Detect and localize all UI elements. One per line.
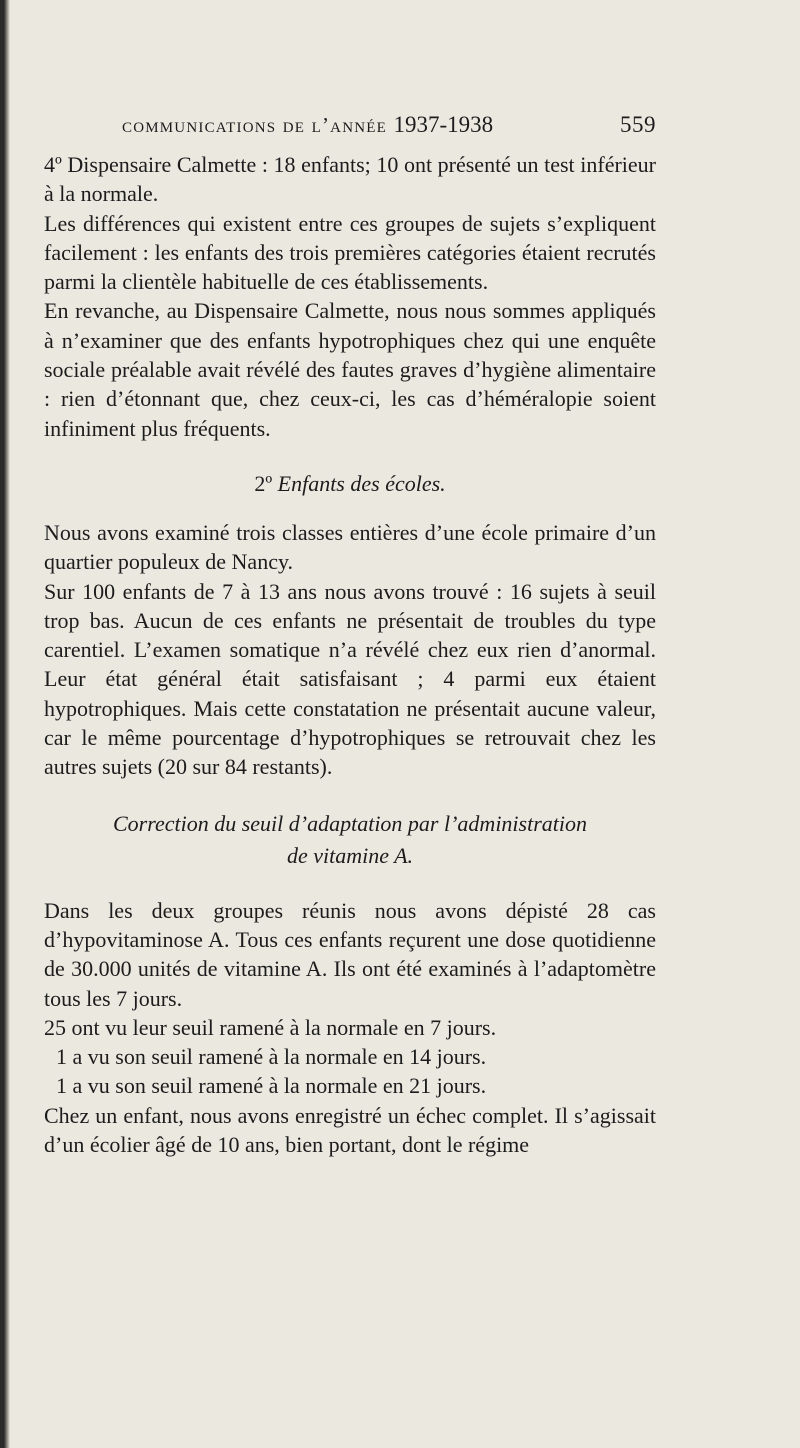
running-head (122, 112, 656, 138)
paragraph-dispensaire-calmette: 4º Dispensaire Calmette : 18 enfants; 10 ont présenté un test inférieur à la normale. (44, 152, 656, 207)
subheading-correction-du-seuil (44, 808, 656, 872)
paragraph-differences: Les différences qui existent entre ces groupes de sujets s’expliquent facilement : les enfants des trois premières catégories étaient recrutés parmi la clientèle habituelle de ces établissements. (44, 210, 656, 295)
page-binding-edge (0, 0, 10, 1448)
paragraph-deux-groupes: Dans les deux groupes réunis nous avons dépisté 28 cas d’hypovitaminose A. Tous ces enfants reçurent une dose quotidienne de 30.000 unités de vitamine A. Ils ont été examinés à l’adaptomètre tous les 7 jours. (44, 897, 656, 1011)
running-head-year: 1937-1938 (393, 112, 494, 137)
result-line-21-days: 1 a vu son seuil ramené à la normale en 21 jours. (56, 1073, 487, 1099)
text-block (44, 112, 656, 1159)
subheading-line-2: de vitamine A. (286, 842, 414, 868)
section-heading-enfants-des-ecoles (44, 469, 656, 498)
running-head-prefix: communications de l’année (122, 113, 387, 137)
subheading-line-1: Correction du seuil d’adaptation par l’administration (112, 810, 588, 836)
page-number: 559 (620, 112, 656, 137)
paragraph-en-revanche: En revanche, au Dispensaire Calmette, nous nous sommes appliqués à n’examiner que des enfants hypotrophiques chez qui une enquête sociale préalable avait révélé des fautes graves d’hygiène alimentaire : rien d’étonnant que, chez ceux-ci, les cas d’héméralopie soient infiniment plus fréquents. (44, 298, 656, 441)
paragraph-echec-complet: Chez un enfant, nous avons enregistré un échec complet. Il s’agissait d’un écolier âgé de 10 ans, bien portant, dont le régime (44, 1102, 656, 1158)
section-number: 2º (254, 470, 273, 496)
paragraph-trois-classes: Nous avons examiné trois classes entières d’une école primaire d’un quartier populeux de Nancy. (44, 519, 656, 575)
result-line-14-days: 1 a vu son seuil ramené à la normale en 14 jours. (56, 1044, 487, 1070)
result-line-7-days: 25 ont vu leur seuil ramené à la normale en 7 jours. (44, 1014, 497, 1040)
running-head-title (122, 112, 493, 138)
paragraph-sur-100-enfants: Sur 100 enfants de 7 à 13 ans nous avons trouvé : 16 sujets à seuil trop bas. Aucun de ces enfants ne présentait de troubles du type carentiel. L’examen somatique n’a révélé chez eux rien d’anormal. Leur état général était satisfaisant ; 4 parmi eux étaient hypotrophiques. Mais cette constatation ne présentait aucune valeur, car le même pourcentage d’hypotrophiques se retrouvait chez les autres sujets (20 sur 84 restants). (44, 578, 656, 780)
section-title: Enfants des écoles. (277, 470, 446, 496)
